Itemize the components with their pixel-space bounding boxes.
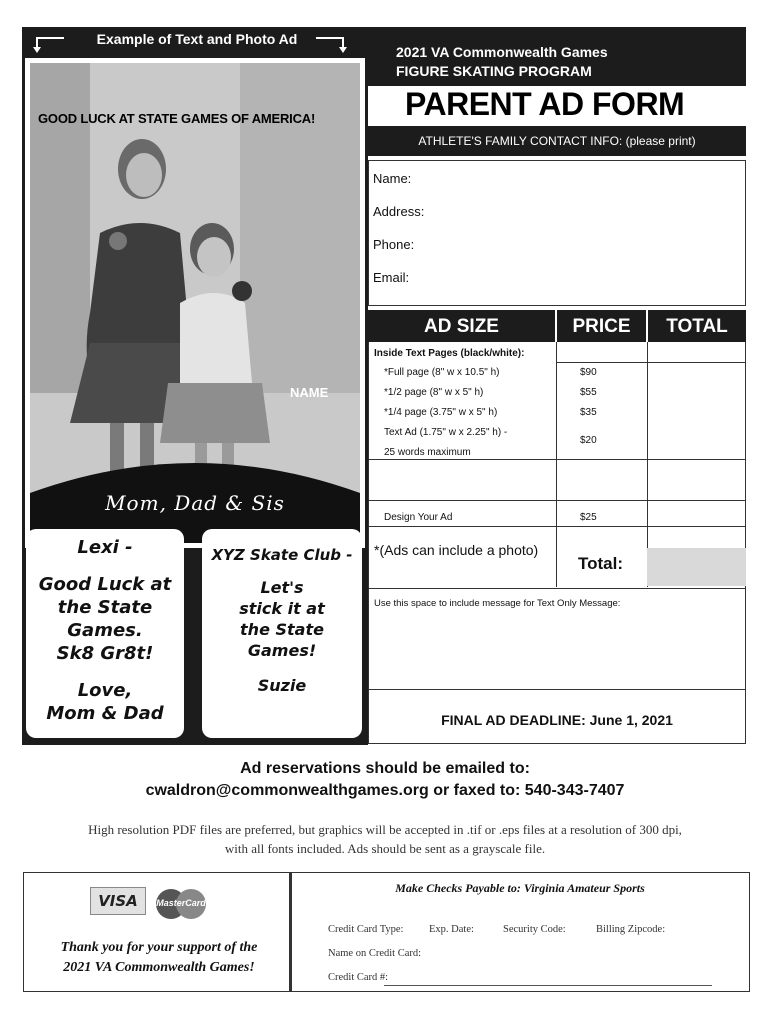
text-ad-spacer (202, 661, 362, 675)
skaters-photo (30, 63, 360, 543)
thanks-line-2: 2021 VA Commonwealth Games! (63, 960, 255, 975)
event-line-1: 2021 VA Commonwealth Games (396, 44, 608, 60)
event-title (396, 43, 608, 81)
text-ad-line: stick it at (239, 599, 325, 618)
text-ad-line: Good Luck at (38, 574, 172, 595)
notes-line-2: with all fonts included. Ads should be sent as a grayscale file. (224, 841, 546, 856)
table-rule (368, 526, 746, 527)
thanks-line-1: Thank you for your support of the (60, 940, 258, 955)
contact-info-box[interactable] (368, 160, 746, 306)
text-ad-line: Games. (67, 620, 143, 641)
text-ad-spacer (202, 565, 362, 577)
text-ad-spacer (26, 665, 184, 679)
exp-date-field[interactable]: Exp. Date: (429, 924, 474, 935)
example-header (22, 27, 368, 57)
arrow-down-icon (339, 47, 347, 53)
pricing-table (368, 310, 746, 744)
name-label: NAME (290, 385, 329, 400)
ad-size-half-page: *1/2 page (8" w x 5" h) (384, 387, 484, 398)
price-quarter-page: $35 (580, 407, 597, 418)
example-title: Example of Text and Photo Ad (96, 31, 298, 47)
card-number-line (384, 985, 712, 986)
price-half-page: $55 (580, 387, 597, 398)
event-line-2: FIGURE SKATING PROGRAM (396, 63, 592, 79)
reservation-line-1: Ad reservations should be emailed to: (240, 760, 530, 777)
table-rule (368, 500, 746, 501)
contact-header: ATHLETE'S FAMILY CONTACT INFO: (please print) (368, 126, 746, 156)
total-field[interactable] (647, 548, 746, 586)
bracket-right-icon (316, 37, 344, 39)
card-type-field[interactable]: Credit Card Type: (328, 924, 404, 935)
ad-size-header: AD SIZE (368, 310, 555, 342)
total-header: TOTAL (648, 310, 746, 342)
arrow-down-icon (33, 47, 41, 53)
table-border (745, 342, 746, 744)
table-rule (368, 689, 746, 690)
text-ad-line: the State (240, 620, 324, 639)
text-ad-line: Love, (77, 680, 133, 701)
price-header: PRICE (557, 310, 646, 342)
form-title: PARENT AD FORM (405, 86, 685, 122)
table-rule (556, 362, 746, 363)
table-rule (368, 588, 746, 589)
photo-banner: GOOD LUCK AT STATE GAMES OF AMERICA! (38, 111, 316, 126)
total-label: Total: (578, 554, 624, 573)
reservation-contact[interactable]: cwaldron@commonwealthgames.org or faxed to: 540-343-7407 (145, 782, 625, 799)
ad-size-design: Design Your Ad (384, 512, 453, 523)
message-label: Use this space to include message for Text Only Message: (374, 598, 621, 609)
text-ad-line: Lexi - (77, 537, 133, 558)
text-ad-line: the State (57, 597, 153, 618)
text-ad-spacer (26, 559, 184, 573)
table-border (368, 743, 746, 744)
photo-note: *(Ads can include a photo) (374, 542, 539, 558)
ad-size-full-page: *Full page (8" w x 10.5" h) (384, 367, 500, 378)
billing-zip-field[interactable]: Billing Zipcode: (596, 924, 666, 935)
example-ad-panel (22, 27, 368, 745)
photo-background (30, 63, 360, 543)
text-ad-line: Suzie (257, 676, 307, 695)
text-ad-line: Let's (260, 578, 304, 597)
message-field[interactable] (369, 610, 744, 688)
price-text-ad: $20 (580, 435, 597, 446)
table-rule (368, 459, 746, 460)
name-on-card-field[interactable]: Name on Credit Card: (328, 948, 422, 959)
final-deadline: FINAL AD DEADLINE: June 1, 2021 (441, 712, 673, 728)
notes-line-1: High resolution PDF files are preferred, but graphics will be accepted in .tif or .eps files at a resolution of 300 dpi, (88, 822, 682, 837)
text-ad-line: Sk8 Gr8t! (56, 643, 154, 664)
example-text-ad (202, 529, 362, 738)
visa-logo: VISA (90, 887, 146, 915)
text-ad-line: XYZ Skate Club - (211, 546, 353, 564)
file-notes (40, 820, 730, 858)
table-divider (556, 342, 557, 587)
thank-you-note (34, 938, 284, 978)
form-title-box (368, 86, 746, 122)
name-field[interactable]: Name: (373, 171, 412, 186)
ad-size-quarter-page: *1/4 page (3.75" w x 5" h) (384, 407, 498, 418)
photo-caption: Mom, Dad & Sis (105, 491, 285, 515)
bracket-left-icon (36, 37, 64, 39)
security-code-field[interactable]: Security Code: (503, 924, 566, 935)
ad-size-text-ad: Text Ad (1.75" w x 2.25" h) - (384, 427, 508, 438)
example-photo-ad (25, 58, 365, 548)
mastercard-logo (152, 887, 210, 921)
inside-pages-label: Inside Text Pages (black/white): (374, 348, 525, 359)
phone-field[interactable]: Phone: (373, 237, 415, 252)
reservation-info (0, 758, 770, 802)
address-field[interactable]: Address: (373, 204, 425, 219)
card-number-field[interactable]: Credit Card #: (328, 972, 389, 983)
email-field[interactable]: Email: (373, 270, 410, 285)
text-ad-line: Mom & Dad (46, 703, 164, 724)
price-full-page: $90 (580, 367, 597, 378)
text-ad-line: Games! (247, 641, 317, 660)
price-design: $25 (580, 512, 597, 523)
mastercard-text: MasterCard (156, 898, 206, 908)
example-text-ad (26, 529, 184, 738)
ad-size-text-ad-note: 25 words maximum (384, 447, 471, 458)
payment-section (23, 872, 750, 992)
checks-payable: Make Checks Payable to: Virginia Amateur Sports (395, 881, 645, 895)
